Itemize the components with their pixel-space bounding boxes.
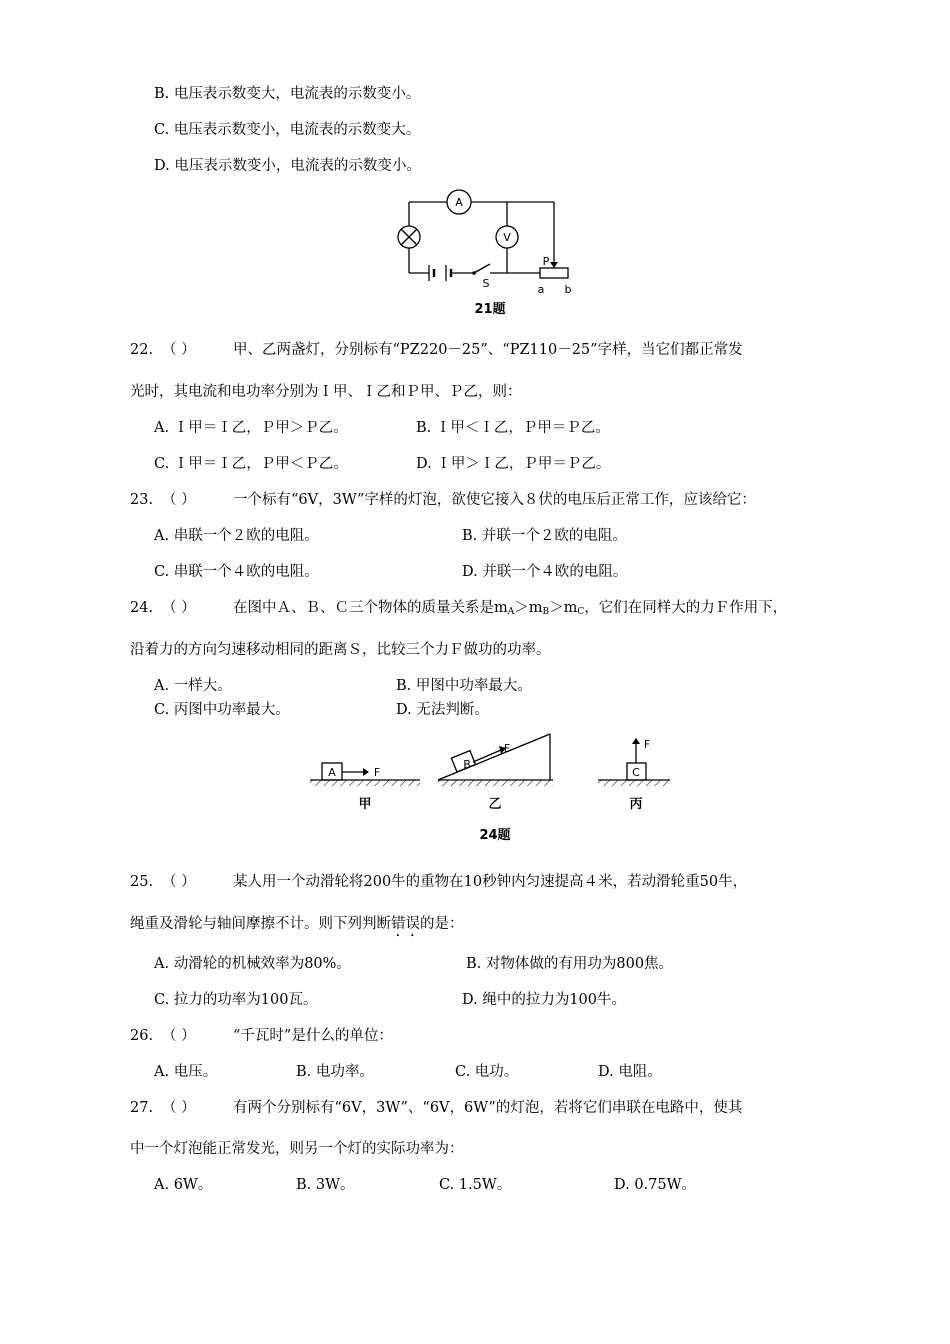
q26-number: 26. [130, 1028, 154, 1044]
q24-number: 24. [130, 600, 154, 616]
force-diagram-24 [305, 728, 680, 848]
q23-answer-paren: （ ） [162, 492, 196, 508]
q25-option-d: D. 绳中的拉力为100牛。 [462, 992, 627, 1008]
label-yi: 乙 [488, 797, 502, 812]
block-c-label: C [632, 766, 640, 779]
q25-stem-line1: 某人用一个动滑轮将200牛的重物在10秒钟内匀速提高４米，若动滑轮重50牛， [233, 874, 748, 890]
q24-stem-line1: 在图中Ａ、Ｂ、Ｃ三个物体的质量关系是$m_A>m_B>m_C$，它们在同样大的力Ｆ作用下， [233, 600, 788, 617]
q27-option-b: B. 3W。 [296, 1177, 355, 1193]
q24-stem-line2: 沿着力的方向匀速移动相同的距离Ｓ，比较三个力Ｆ做功的功率。 [130, 642, 551, 658]
q23-option-c: C. 串联一个４欧的电阻。 [154, 564, 319, 580]
q22-option-d: D. Ｉ甲＞Ｉ乙，Ｐ甲＝Ｐ乙。 [416, 456, 611, 472]
q24-option-a: A. 一样大。 [154, 678, 232, 694]
rheostat-end-b: b [564, 283, 572, 296]
q22-number: 22. [130, 342, 154, 358]
q24-option-b: B. 甲图中功率最大。 [396, 678, 532, 694]
q26-option-c: C. 电功。 [455, 1064, 519, 1080]
force-a-label: F [373, 766, 381, 779]
q21-option-b: B. 电压表示数变大，电流表的示数变小。 [154, 86, 421, 102]
q22-option-b: B. Ｉ甲＜Ｉ乙，Ｐ甲＝Ｐ乙。 [416, 420, 610, 436]
q26-stem: “千瓦时”是什么的单位： [233, 1028, 393, 1044]
label-jia: 甲 [358, 797, 372, 812]
q27-option-c: C. 1.5W。 [439, 1177, 512, 1193]
figure-24-caption: 24题 [479, 828, 511, 843]
switch-label: S [482, 277, 490, 290]
q22-option-a: A. Ｉ甲＝Ｉ乙，Ｐ甲＞Ｐ乙。 [154, 420, 348, 436]
q21-option-c: C. 电压表示数变小，电流表的示数变大。 [154, 122, 421, 138]
q24-answer-paren: （ ） [162, 600, 196, 616]
emphasized-word: 错误 [391, 916, 420, 932]
q27-number: 27. [130, 1100, 154, 1116]
label-bing: 丙 [629, 797, 643, 812]
q24-option-c: C. 丙图中功率最大。 [154, 702, 290, 718]
q21-option-d: D. 电压表示数变小，电流表的示数变小。 [154, 158, 421, 174]
q22-stem-line2: 光时，其电流和电功率分别为Ｉ甲、Ｉ乙和Ｐ甲、Ｐ乙，则： [130, 384, 522, 400]
q27-stem-line1: 有两个分别标有“6V，3W”、“6V，6W”的灯泡，若将它们串联在电路中，使其 [233, 1100, 743, 1116]
slider-label: P [542, 255, 550, 268]
figure-21-caption: 21题 [474, 302, 506, 317]
q23-option-b: B. 并联一个２欧的电阻。 [462, 528, 627, 544]
q27-option-a: A. 6W。 [154, 1177, 213, 1193]
q25-number: 25. [130, 874, 154, 890]
ammeter-label: A [455, 196, 463, 209]
voltmeter-label: V [503, 231, 511, 244]
q24-option-d: D. 无法判断。 [396, 702, 489, 718]
q23-number: 23. [130, 492, 154, 508]
q25-option-b: B. 对物体做的有用功为800焦。 [466, 956, 674, 972]
q27-option-d: D. 0.75W。 [614, 1177, 697, 1193]
q26-answer-paren: （ ） [162, 1028, 196, 1044]
block-b-label: B [463, 758, 471, 771]
q27-stem-line2: 中一个灯泡能正常发光，则另一个灯的实际功率为： [130, 1141, 464, 1157]
q23-option-a: A. 串联一个２欧的电阻。 [154, 528, 319, 544]
q26-option-d: D. 电阻。 [598, 1064, 662, 1080]
q22-option-c: C. Ｉ甲＝Ｉ乙，Ｐ甲＜Ｐ乙。 [154, 456, 348, 472]
q23-option-d: D. 并联一个４欧的电阻。 [462, 564, 628, 580]
block-a-label: A [328, 766, 336, 779]
force-c-label: F [643, 738, 651, 751]
q25-stem-line2: 绳重及滑轮与轴间摩擦不计。则下列判断错误的是： [130, 916, 464, 932]
q27-answer-paren: （ ） [162, 1100, 196, 1116]
q26-option-b: B. 电功率。 [296, 1064, 374, 1080]
q22-answer-paren: （ ） [162, 342, 196, 358]
q25-option-c: C. 拉力的功率为100瓦。 [154, 992, 318, 1008]
rheostat-end-a: a [537, 283, 545, 296]
q26-option-a: A. 电压。 [154, 1064, 218, 1080]
q23-stem: 一个标有“6V，3W”字样的灯泡，欲使它接入８伏的电压后正常工作，应该给它： [233, 492, 756, 508]
q22-stem-line1: 甲、乙两盏灯，分别标有“PZ220－25”、“PZ110－25”字样，当它们都正常发 [233, 342, 743, 358]
q25-answer-paren: （ ） [162, 874, 196, 890]
q25-option-a: A. 动滑轮的机械效率为80%。 [154, 956, 351, 972]
force-b-label: F [503, 742, 511, 755]
circuit-diagram-21 [390, 186, 580, 321]
